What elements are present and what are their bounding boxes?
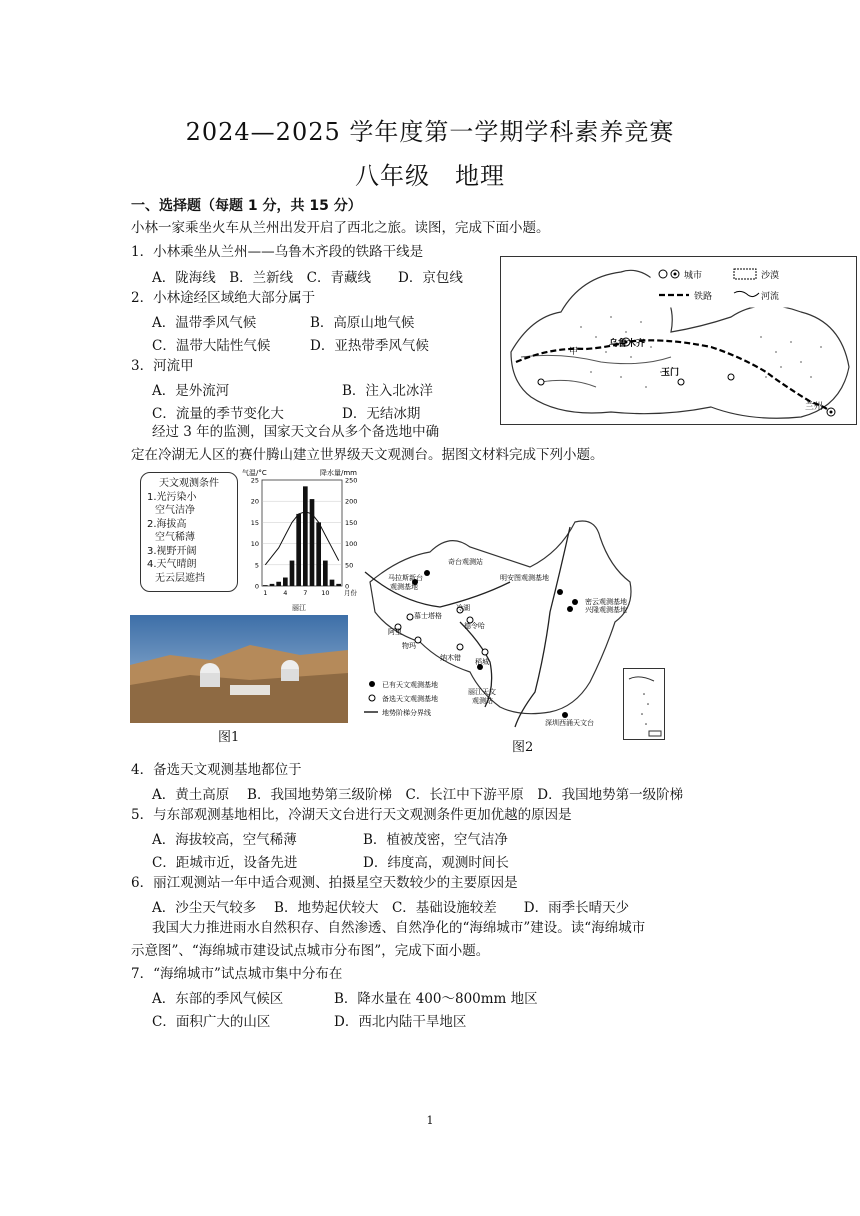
observatory-photo-svg <box>130 615 348 723</box>
y-left-tick-label: 5 <box>254 561 259 570</box>
legend-rail-label: 铁路 <box>694 292 713 302</box>
x-tick-label: 4 <box>283 589 288 597</box>
y-right-tick-label: 100 <box>345 540 358 549</box>
map-label: 奇台观测站 <box>448 558 483 566</box>
condition-line: 空气稀薄 <box>155 532 195 543</box>
map-label: 慕士塔格 <box>414 612 442 620</box>
chart-ylabel-right: 降水量/mm <box>320 469 357 477</box>
group2-intro-line2: 定在冷湖无人区的赛什腾山建立世界级天文观测台。据图文材料完成下列小题。 <box>131 447 604 463</box>
map-label: 丽江天文 <box>468 688 496 696</box>
q7-option-a: A．东部的季风气候区 <box>152 991 284 1007</box>
condition-line: 1.光污染小 <box>147 491 197 503</box>
page-subtitle: 八年级 地理 <box>355 162 505 190</box>
q4-stem: 4．备选天文观测基地都位于 <box>131 762 302 778</box>
q2-option-a: A．温带季风气候 <box>152 315 257 331</box>
lijiang-climate-chart <box>240 466 364 614</box>
label-lanzhou: 兰州 <box>805 402 824 412</box>
map-label: 德令哈 <box>464 622 485 630</box>
section-heading: 一、选择题（每题 1 分，共 15 分） <box>131 198 362 214</box>
temperature-line <box>265 512 338 565</box>
map-label: 观测站 <box>472 697 493 705</box>
plot-frame <box>262 480 342 586</box>
map-label: 纳木错 <box>440 654 461 662</box>
condition-line: 4.天气晴朗 <box>147 559 197 570</box>
map-label: 冷湖 <box>456 604 470 612</box>
precip-bar <box>276 582 281 586</box>
precip-bar <box>290 561 295 586</box>
q3-option-c: C．流量的季节变化大 <box>152 406 284 422</box>
precip-bar <box>330 580 335 586</box>
figure1-caption: 图1 <box>218 730 240 745</box>
q5-option-a: A．海拔较高，空气稀薄 <box>152 832 297 848</box>
precip-bar <box>336 584 341 586</box>
q3-stem: 3．河流甲 <box>131 358 194 374</box>
q5-option-b: B．植被茂密，空气洁净 <box>363 832 508 848</box>
y-left-tick-label: 25 <box>250 476 259 485</box>
northwest-map-svg <box>501 257 856 424</box>
q1-options: A．陇海线 B．兰新线 C．青藏线 D．京包线 <box>152 270 463 286</box>
label-urumqi: 乌鲁木齐 <box>609 339 646 349</box>
q2-option-c: C．温带大陆性气候 <box>152 338 271 354</box>
china-map-svg <box>360 512 645 742</box>
q3-option-b: B．注入北冰洋 <box>342 383 433 399</box>
y-right-tick-label: 200 <box>345 497 358 506</box>
precip-bar <box>310 499 315 586</box>
chart-xlabel: 丽江 <box>292 604 306 612</box>
map-label: 阿里 <box>388 628 402 636</box>
precip-bar <box>303 486 308 586</box>
northwest-map <box>500 256 857 425</box>
map-label: 兴隆观测基地 <box>585 606 627 614</box>
label-yumen: 玉门 <box>661 368 680 378</box>
y-left-tick-label: 0 <box>254 582 259 591</box>
precip-bar <box>323 561 328 586</box>
map-label: 深圳西涌天文台 <box>545 719 594 727</box>
condition-line: 3.视野开阔 <box>147 545 197 557</box>
q6-stem: 6．丽江观测站一年中适合观测、拍摄星空天数较少的主要原因是 <box>131 875 518 891</box>
y-left-tick-label: 20 <box>250 497 259 506</box>
q6-options: A．沙尘天气较多 B．地势起伏较大 C．基础设施较差 D．雨季长晴天少 <box>152 900 630 916</box>
y-right-tick-label: 150 <box>345 518 358 527</box>
map-label: 物玛 <box>402 642 416 650</box>
condition-line: 2.海拔高 <box>147 518 187 530</box>
y-right-tick-label: 50 <box>345 561 354 570</box>
x-tick-label: 7 <box>303 589 308 597</box>
q3-option-d: D．无结冰期 <box>342 406 421 422</box>
q2-stem: 2．小林途经区域绝大部分属于 <box>131 290 316 306</box>
precip-bar <box>263 585 268 586</box>
precip-bar <box>296 514 301 586</box>
q4-options: A．黄土高原 B．我国地势第三级阶梯 C．长江中下游平原 D．我国地势第一级阶梯 <box>152 787 684 803</box>
map-label: 马拉斯新台 <box>388 574 423 582</box>
condition-line: 无云层遮挡 <box>155 572 205 584</box>
q2-option-d: D．亚热带季风气候 <box>310 338 429 354</box>
q5-option-c: C．距城市近，设备先进 <box>152 855 298 871</box>
observatory-photo <box>130 615 348 723</box>
precip-bar <box>283 578 288 586</box>
y-left-tick-label: 10 <box>250 540 259 549</box>
condition-line: 空气洁净 <box>155 505 195 516</box>
legend-candidate: 备选天文观测基地 <box>382 695 438 703</box>
map-label: 观测基地 <box>390 583 418 591</box>
legend-line: 地势阶梯分界线 <box>382 709 431 717</box>
x-tick-label: 10 <box>321 589 330 597</box>
map-label: 稻城 <box>475 658 489 666</box>
legend-existing: 已有天文观测基地 <box>382 681 438 689</box>
legend-river-label: 河流 <box>761 292 780 302</box>
q7-stem: 7．“海绵城市”试点城市集中分布在 <box>131 966 343 982</box>
q5-option-d: D．纬度高，观测时间长 <box>363 855 509 871</box>
precip-bar <box>316 522 321 586</box>
china-observatory-map <box>360 512 645 742</box>
q7-option-b: B．降水量在 400～800mm 地区 <box>334 991 538 1007</box>
chart-ylabel-left: 气温/°C <box>242 469 267 477</box>
south-china-sea-inset <box>623 668 665 740</box>
legend-desert-label: 沙漠 <box>761 271 780 281</box>
figure2-caption: 图2 <box>512 740 534 755</box>
page-title: 2024—2025 学年度第一学期学科素养竞赛 <box>185 118 675 146</box>
x-tick-label: 月份 <box>344 589 357 597</box>
observation-conditions-box <box>140 472 238 592</box>
map-label: 明安图观测基地 <box>500 574 549 582</box>
map-label: 密云观测基地 <box>585 598 627 606</box>
group3-intro-line1: 我国大力推进雨水自然积存、自然渗透、自然净化的“海绵城市”建设。读“海绵城市 <box>152 920 646 936</box>
x-tick-label: 1 <box>263 589 268 597</box>
page-number: 1 <box>426 1114 434 1127</box>
q7-option-c: C．面积广大的山区 <box>152 1014 271 1030</box>
label-jia: 甲 <box>569 347 579 357</box>
conditions-list <box>141 473 237 589</box>
y-left-tick-label: 15 <box>250 518 259 527</box>
precip-bar <box>270 584 275 586</box>
q3-option-a: A．是外流河 <box>152 383 230 399</box>
q1-stem: 1．小林乘坐从兰州——乌鲁木齐段的铁路干线是 <box>131 244 424 260</box>
climate-chart-svg <box>240 466 364 614</box>
legend-city-label: 城市 <box>684 271 703 281</box>
q2-option-b: B．高原山地气候 <box>310 315 415 331</box>
group2-intro-line1: 经过 3 年的监测，国家天文台从多个备选地中确 <box>152 424 440 440</box>
y-right-tick-label: 250 <box>345 476 358 485</box>
q5-stem: 5．与东部观测基地相比，冷湖天文台进行天文观测条件更加优越的原因是 <box>131 807 572 823</box>
y-right-tick-label: 0 <box>345 582 350 591</box>
condition-line: 天文观测条件 <box>159 478 219 489</box>
group1-intro: 小林一家乘坐火车从兰州出发开启了西北之旅。读图，完成下面小题。 <box>131 220 550 236</box>
q7-option-d: D．西北内陆干旱地区 <box>334 1014 467 1030</box>
inset-svg <box>624 669 664 739</box>
group3-intro-line2: 示意图”、“海绵城市建设试点城市分布图”，完成下面小题。 <box>131 943 490 959</box>
